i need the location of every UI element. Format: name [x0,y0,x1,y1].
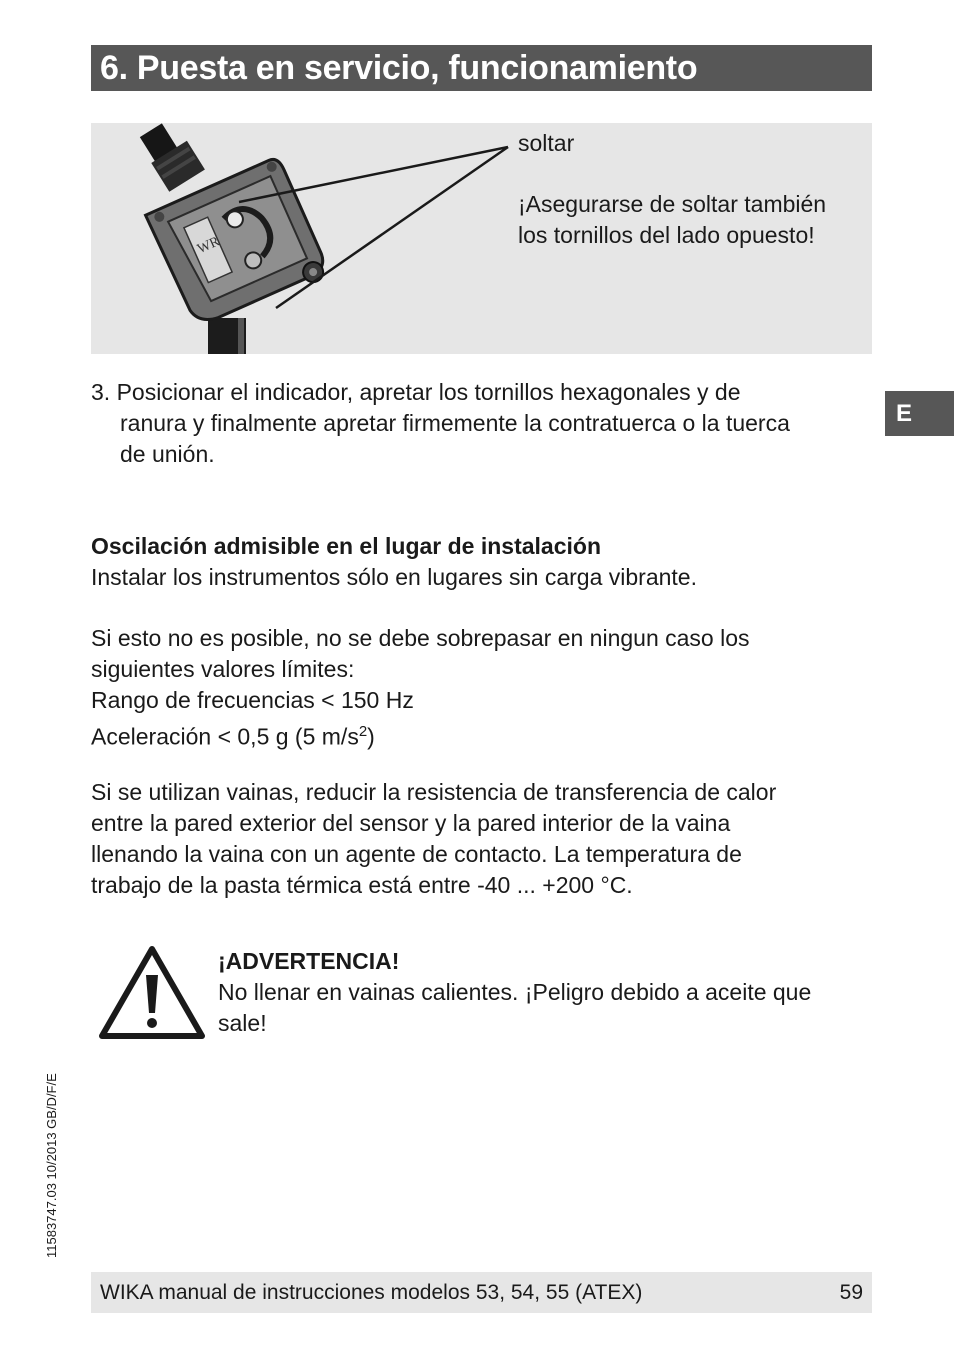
figure-panel [91,123,872,354]
warning-triangle-icon [98,945,206,1040]
acceleration-superscript: 2 [358,723,368,740]
step-3-line3: de unión. [120,441,215,467]
page-footer [91,1272,872,1313]
callout-note-line1: ¡Asegurarse de soltar también [518,191,827,217]
limits-line2: siguientes valores límites: [91,656,355,682]
callout-label: soltar [518,130,575,156]
warning-title: ¡ADVERTENCIA! [218,948,400,974]
callout-note-line2: los tornillos del lado opuesto! [518,222,815,248]
acceleration-prefix: Aceleración < 0,5 g (5 m/s [91,723,359,750]
vibration-heading: Oscilación admisible en el lugar de instalación [91,533,601,559]
thermowell-line1: Si se utilizan vainas, reducir la resistencia de transferencia de calor [91,779,777,805]
svg-text:WR: WR [195,234,223,258]
acceleration-limit [91,716,375,753]
step-3-line2: ranura y finalmente apretar firmemente la contratuerca o la tuerca [120,410,790,436]
document-code: 11583747.03 10/2013 GB/D/F/E [44,1073,59,1258]
page-number: 59 [839,1281,863,1304]
warning-line1: No llenar en vainas calientes. ¡Peligro debido a aceite que [218,979,812,1005]
thermowell-line2: entre la pared exterior del sensor y la pared interior de la vaina [91,810,731,836]
warning-line2: sale! [218,1010,267,1036]
step-3 [91,377,861,470]
frequency-limit: Rango de frecuencias < 150 Hz [91,687,414,713]
section-title: 6. Puesta en servicio, funcionamiento [91,45,872,91]
step-3-line1: 3. Posicionar el indicador, apretar los tornillos hexagonales y de [91,379,741,405]
limits-line1: Si esto no es posible, no se debe sobrepasar en ningun caso los [91,625,750,651]
thermowell-line3: llenando la vaina con un agente de contacto. La temperatura de [91,841,742,867]
acceleration-suffix: ) [367,723,375,750]
footer-title: WIKA manual de instrucciones modelos 53, 54, 55 (ATEX) [100,1281,643,1304]
vibration-intro: Instalar los instrumentos sólo en lugares sin carga vibrante. [91,564,697,590]
language-tab: E [885,391,954,436]
thermowell-line4: trabajo de la pasta térmica está entre -40 ... +200 °C. [91,872,633,898]
